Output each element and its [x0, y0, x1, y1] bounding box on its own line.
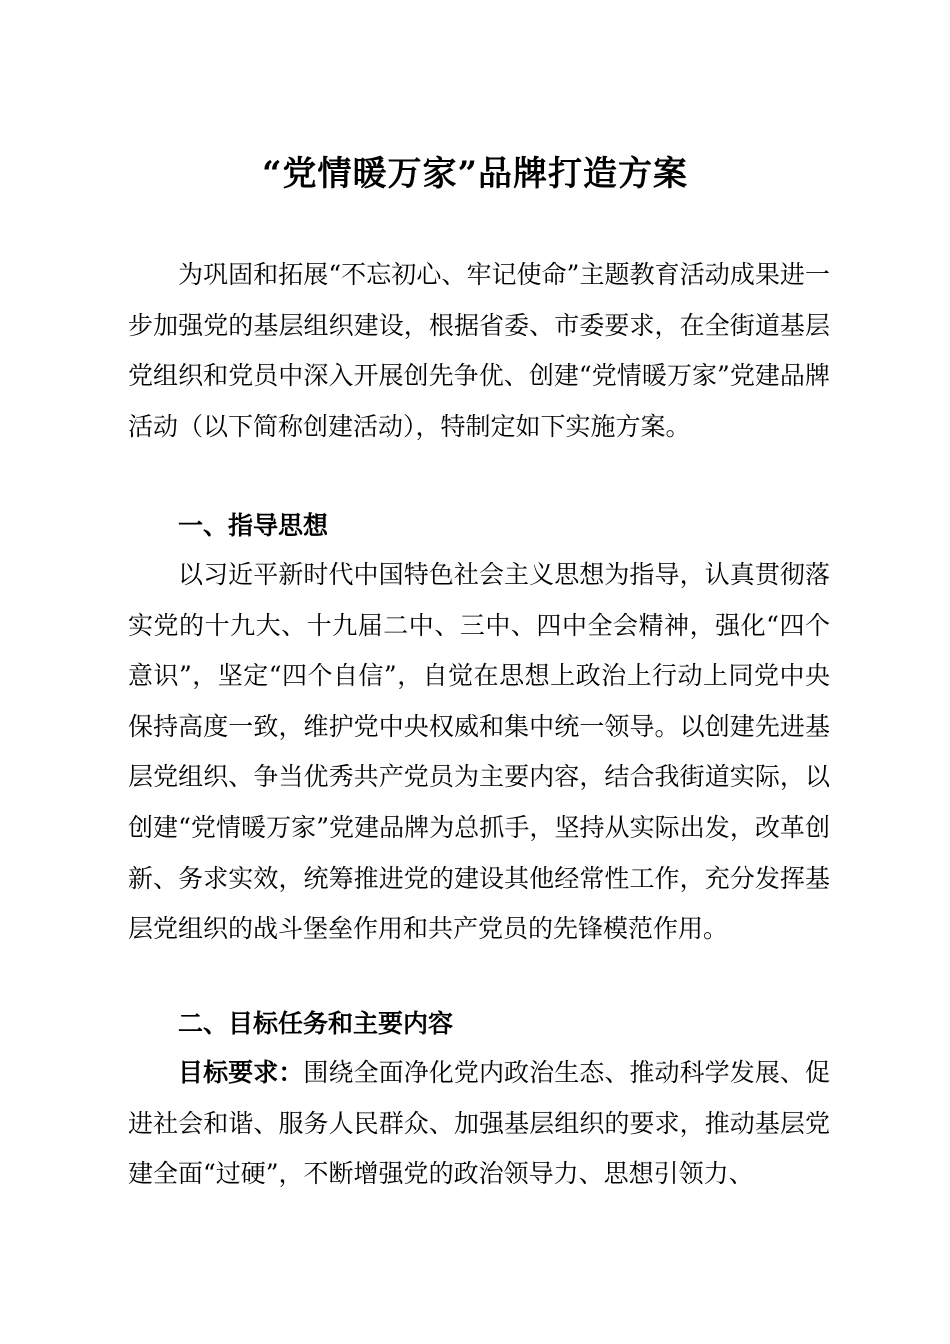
- goals-paragraph: [128, 1048, 830, 1200]
- document-title: “党情暖万家”品牌打造方案: [261, 154, 689, 194]
- section-heading-goals-and-content: 二、目标任务和主要内容: [178, 1009, 454, 1038]
- guiding-ideology-paragraph: 以习近平新时代中国特色社会主义思想为指导，认真贯彻落实党的十九大、十九届二中、三中、四中全会精神，强化“四个意识”，坚定“四个自信”，自觉在思想上政治上行动上同党中央保持高度一致，维护党中央权威和集中统一领导。以创建先进基层党组织、争当优秀共产党员为主要内容，结合我街道实际，以创建“党情暖万家”党建品牌为总抓手，坚持从实际出发，改革创新、务求实效，统筹推进党的建设其他经常性工作，充分发挥基层党组织的战斗堡垒作用和共产党员的先锋模范作用。: [128, 560, 830, 944]
- goals-lead-label: 目标要求：: [178, 1058, 304, 1087]
- intro-paragraph: 为巩固和拓展“不忘初心、牢记使命”主题教育活动成果进一步加强党的基层组织建设，根据省委、市委要求，在全街道基层党组织和党员中深入开展创先争优、创建“党情暖万家”党建品牌活动（以下简称创建活动），特制定如下实施方案。: [128, 260, 830, 441]
- goals-body-text: 围绕全面净化党内政治生态、推动科学发展、促进社会和谐、服务人民群众、加强基层组织的要求，推动基层党建全面“过硬”，不断增强党的政治领导力、思想引领力、: [128, 1058, 830, 1189]
- section-heading-guiding-ideology: 一、指导思想: [178, 511, 329, 540]
